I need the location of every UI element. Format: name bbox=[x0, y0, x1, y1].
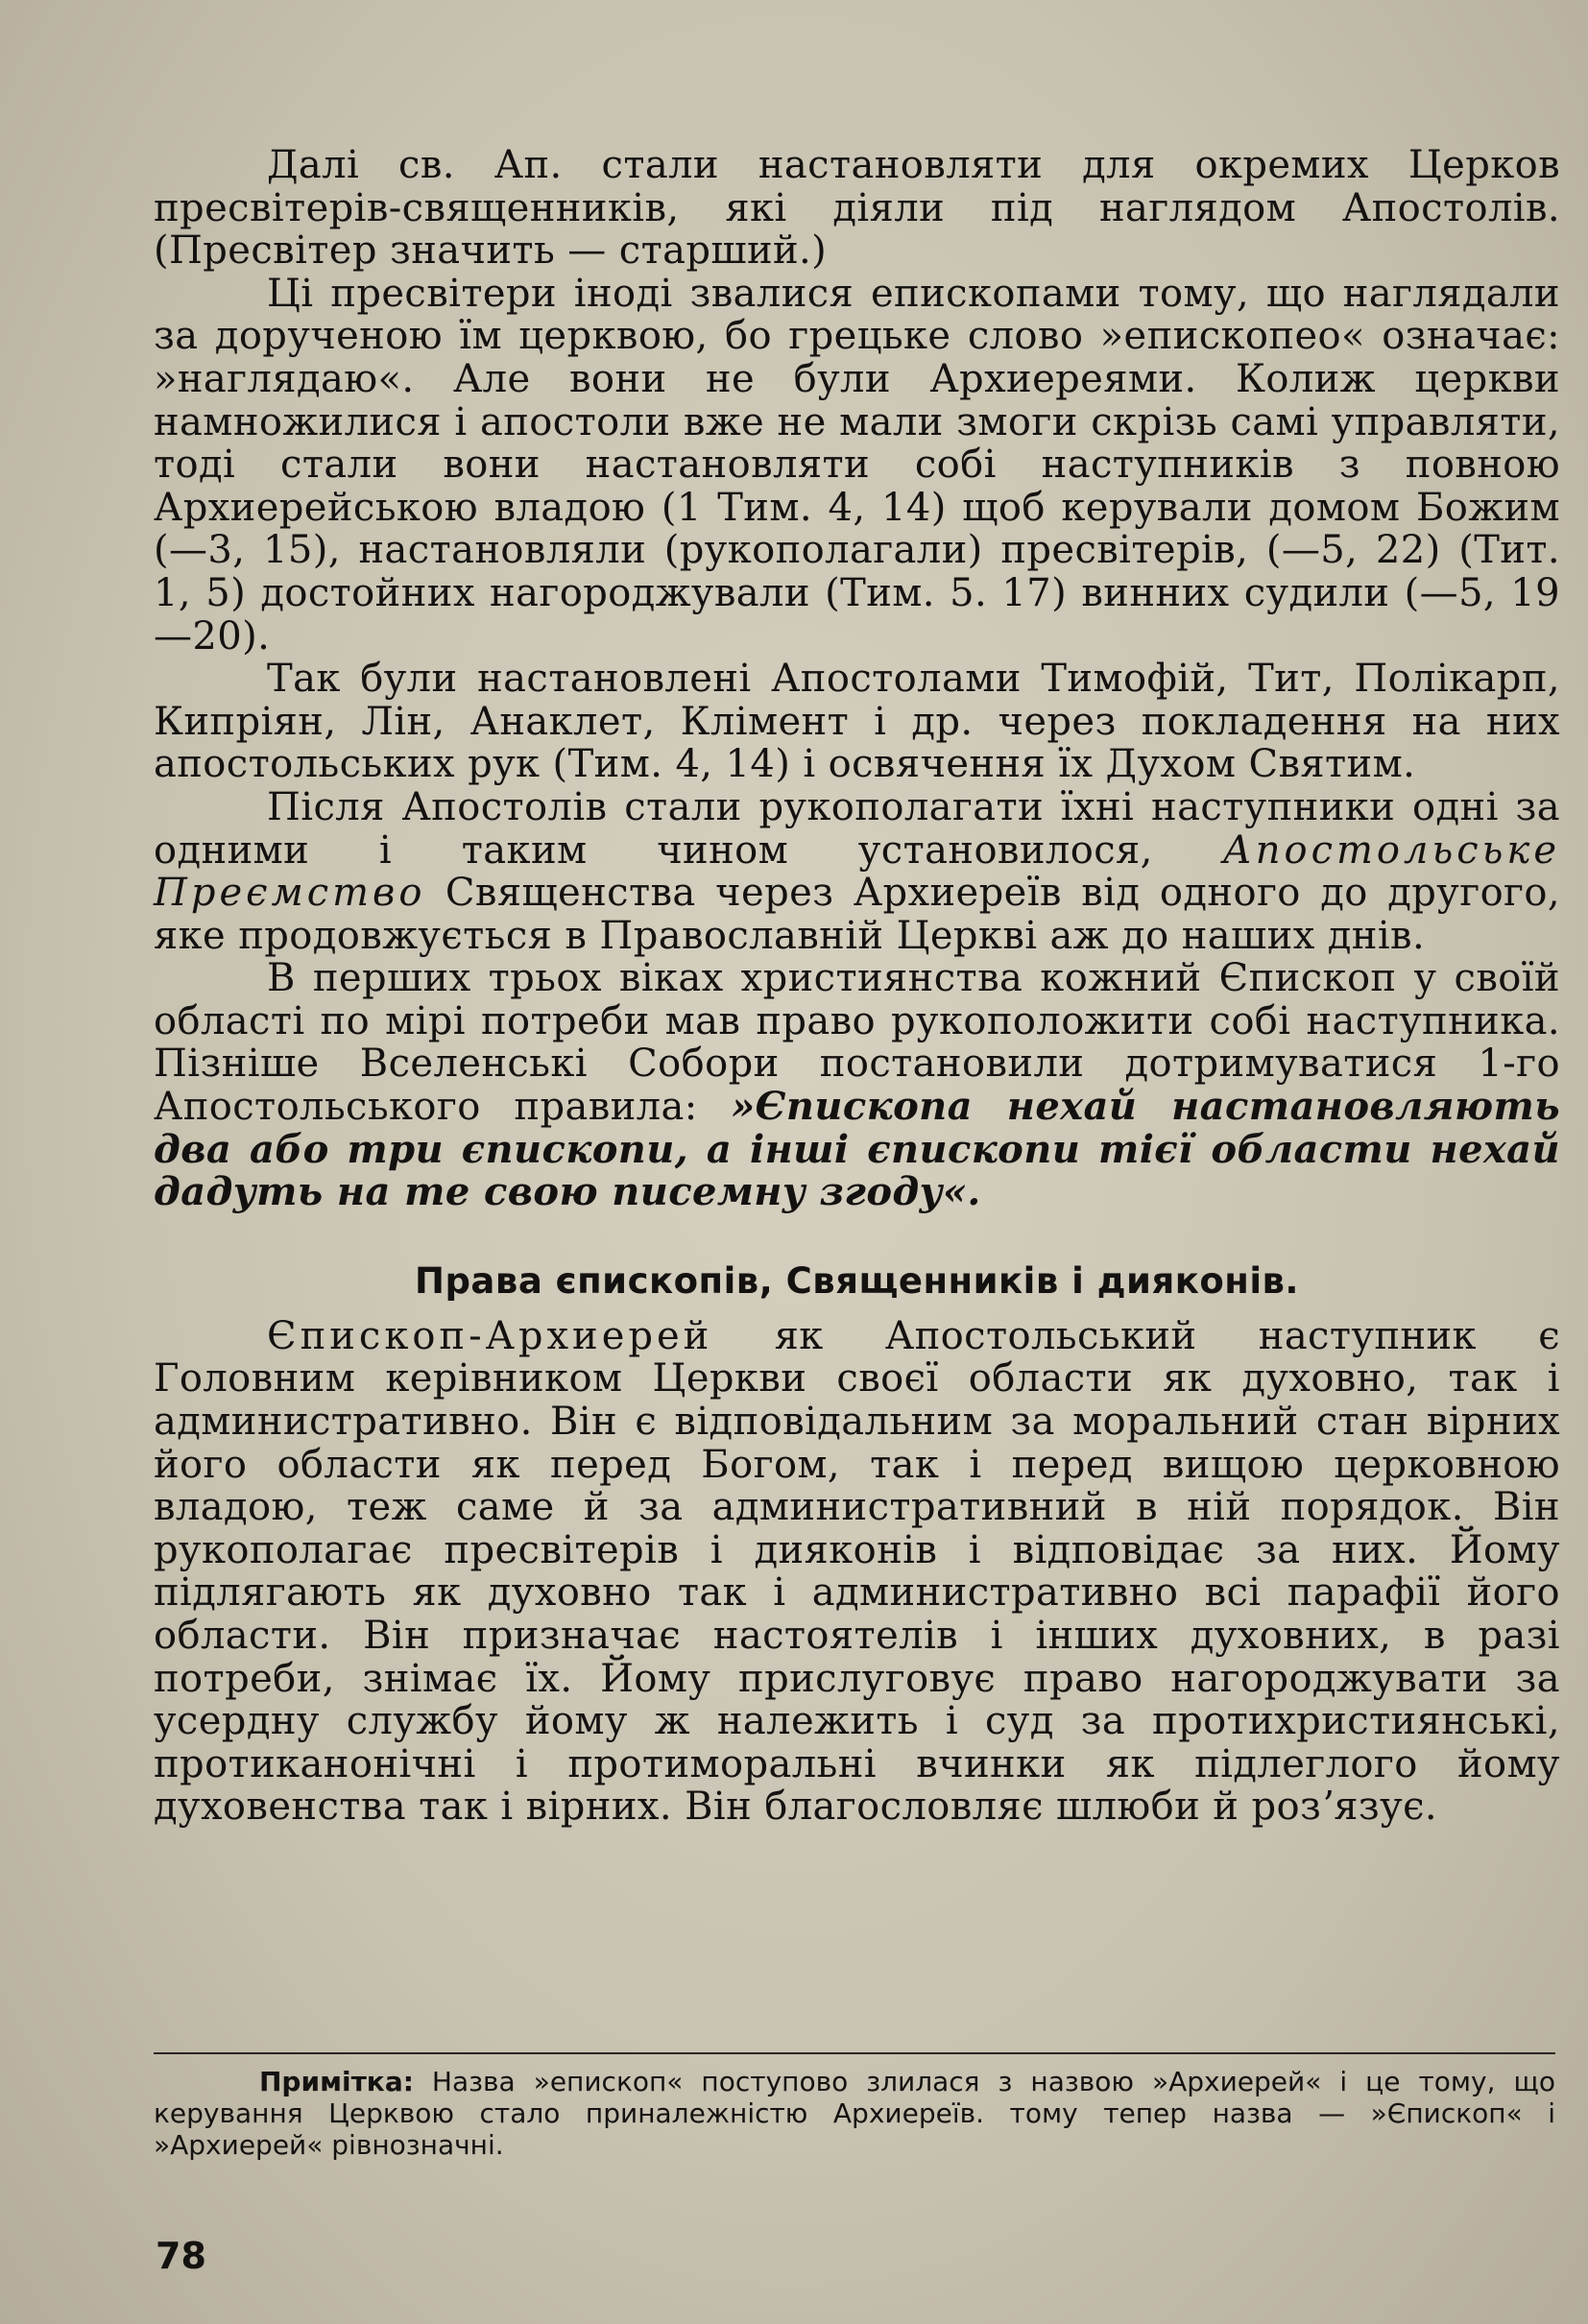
bishop-rights-text: як Апостольський наступник є Головним керівником Церкви своєї области як духовно, так і административно. Він є відповідальним за моральний стан вірних його области як перед Богом, так і перед вищою церковною владою, теж саме й за административний в ній порядок. Він рукополагає пресвітерів і дияконів і відповідає за них. Йому підлягають як духовно так і административно всі парафії його области. Він призначає настоятелів і інших духовних, в разі потреби, знімає їх. Йому прислуговує право нагороджувати за усердну службу йому ж належить і суд за протихристиянські, протиканонічні і протиморальні вчинки як підлеглого йому духовенства так і вірних. Він благословляє шлюби й розʼязує. bbox=[154, 1313, 1560, 1830]
footnote-label: Примітка: bbox=[259, 2066, 414, 2097]
paragraph-episkopeo: Ці пресвітери іноді звалися епископами тому, що наглядали за дорученою їм церквою, бо грецьке слово »епископео« означає: »наглядаю«. Але вони не були Архиереями. Колиж церкви намножилися і апостоли вже не мали змоги скрізь самі управляти, тоді стали вони настановляти собі наступників з повною Архиерейською владою (1 Тим. 4, 14) щоб керували домом Божим (—3, 15), настановляли (рукополагали) пресвітерів, (—5, 22) (Тит. 1, 5) достойних нагороджували (Тим. 5. 17) винних судили (—5, 19—20). bbox=[154, 271, 1560, 659]
apostolic-canon-quote: »Єпископа нехай настановляють два або три єпископи, а інші єпископи тієї области нехай дадуть на те свою писемну згоду«. bbox=[154, 1084, 1560, 1215]
succession-text-after: Священства через Архиереїв від одного до другого, яке продовжується в Православній Церкві аж до наших днів. bbox=[154, 871, 1560, 958]
succession-emphasis: Апостольське Преємство bbox=[154, 827, 1560, 916]
paragraph-bishop-rights bbox=[154, 1315, 1560, 1829]
footnote-divider bbox=[154, 2052, 1555, 2054]
paragraph-apostolic-succession bbox=[154, 786, 1560, 957]
section-heading-rights: Права єпископів, Священників і дияконів. bbox=[414, 1259, 1299, 1302]
footnote bbox=[154, 2066, 1555, 2161]
bishop-lead: Єпископ-Архиерей bbox=[267, 1313, 713, 1358]
page-number: 78 bbox=[156, 2235, 206, 2277]
paragraph-presbyters: Далі св. Ап. стали настановляти для окремих Церков пресвітерів-священників, які діяли під наглядом Апостолів. (Пресвітер значить — старший.) bbox=[154, 143, 1560, 274]
paragraph-first-centuries bbox=[154, 957, 1560, 1214]
page-body bbox=[154, 144, 1560, 1829]
footnote-text: Назва »епископ« поступово злилася з назвою »Архиерей« і це тому, що керування Церквою стало приналежністю Архиереїв. тому тепер назва — »Єпископ« і »Архиерей« рівнозначні. bbox=[154, 2066, 1555, 2161]
canon-intro: В перших трьох віках християнства кожний Єпископ у своїй області по мірі потреби мав право рукоположити собі наступника. Пізніше Вселенські Собори постановили дотримуватися 1-го Апостольського правила: bbox=[154, 956, 1560, 1130]
succession-text-before: Після Апостолів стали рукополагати їхні наступники одні за одними і таким чином установилося, bbox=[154, 784, 1560, 873]
paragraph-successors-list: Так були настановлені Апостолами Тимофій, Тит, Полікарп, Кипріян, Лін, Анаклет, Клімент і др. через покладення на них апостольських рук (Тим. 4, 14) і освячення їх Духом Святим. bbox=[154, 657, 1560, 787]
